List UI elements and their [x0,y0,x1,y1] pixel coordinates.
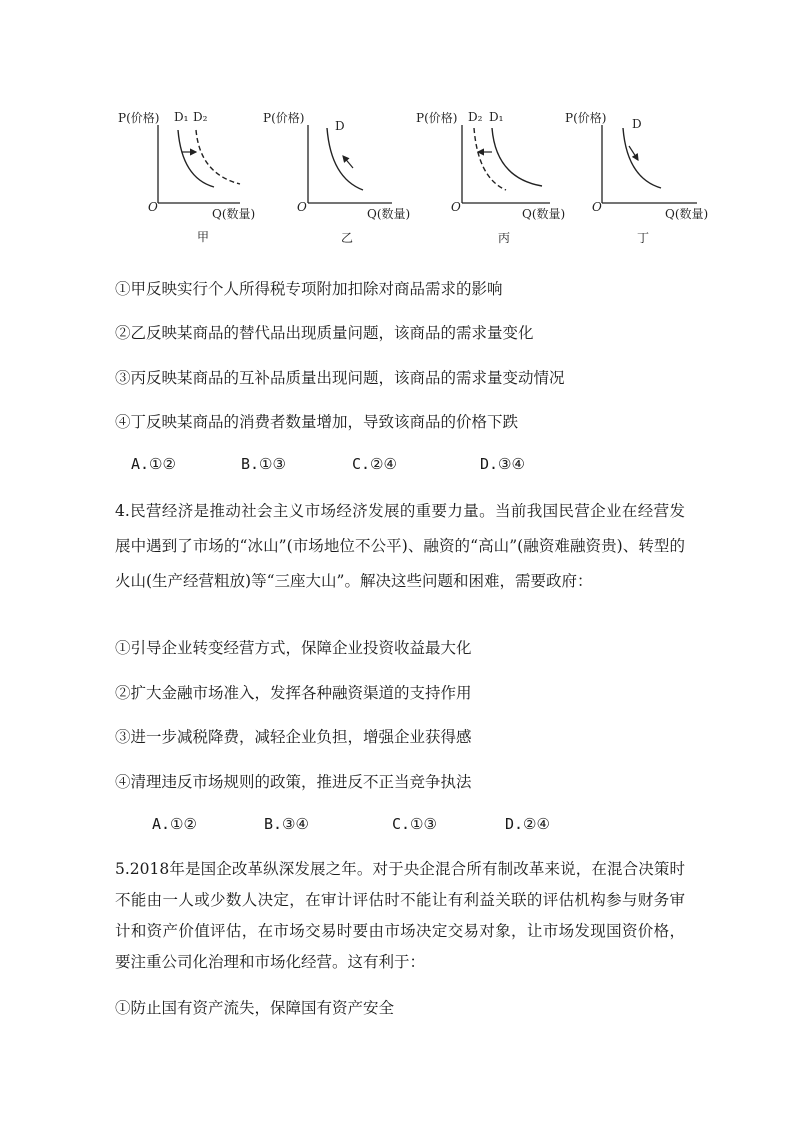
q4-statement-4: ④清理违反市场规则的政策，推进反不正当竞争执法 [115,773,472,791]
q3-option-b: B.①③ [241,455,286,473]
graph-caption: 甲 [197,230,210,244]
q4-stem: 4.民营经济是推动社会主义市场经济发展的重要力量。当前我国民营企业在经营发展中遇到了市场的“冰山”(市场地位不公平)、融资的“高山”(融资难融资贵)、转型的火山(生产经营粗放)等“三座大山”。解决这些问题和困难，需要政府： [115,502,685,590]
q4-statement-1: ①引导企业转变经营方式，保障企业投资收益最大化 [115,639,472,657]
curve-label-d2: D₂ [468,110,483,124]
curve-d2 [196,130,240,184]
y-axis-label: P(价格) [263,111,305,125]
curve-d1 [492,128,542,186]
curve-label-d2: D₂ [193,110,208,124]
q3-option-d: D.③④ [480,455,525,473]
curve-label-d: D [632,117,642,131]
origin-label: O [451,200,461,214]
curve-d [623,128,661,188]
graph-jia [100,100,260,250]
q3-statement-2: ②乙反映某商品的替代品出现质量问题，该商品的需求量变化 [115,324,534,342]
origin-label: O [148,200,158,214]
curve-d1 [178,130,214,187]
origin-label: O [297,200,307,214]
q4-option-c: C.①③ [392,815,437,833]
curve-label-d1: D₁ [174,110,189,124]
x-axis-label: Q(数量) [212,207,256,221]
graph-bing [410,100,570,250]
x-axis-label: Q(数量) [522,207,566,221]
q5-statement-1: ①防止国有资产流失，保障国有资产安全 [115,999,395,1017]
curve-label-d1: D₁ [489,110,504,124]
x-axis-label: Q(数量) [665,207,709,221]
movement-arrow-down [629,146,638,160]
y-axis-label: P(价格) [565,111,607,125]
y-axis-label: P(价格) [118,111,160,125]
q3-option-c: C.②④ [352,455,397,473]
graph-yi [255,100,415,250]
q4-option-a: A.①② [152,815,197,833]
graph-caption: 乙 [341,231,354,245]
q4-statement-3: ③进一步减税降费，减轻企业负担，增强企业获得感 [115,728,472,746]
q3-option-a: A.①② [131,455,176,473]
q3-statement-4: ④丁反映某商品的消费者数量增加，导致该商品的价格下跌 [115,413,519,431]
demand-curve-figures [100,100,720,260]
q4-option-b: B.③④ [264,815,309,833]
q4-option-d: D.②④ [505,815,550,833]
x-axis-label: Q(数量) [367,207,411,221]
curve-label-d: D [335,119,345,133]
movement-arrow-up [343,156,353,168]
origin-label: O [592,200,602,214]
graph-ding [565,100,725,250]
q3-statement-3: ③丙反映某商品的互补品质量出现问题，该商品的需求量变动情况 [115,369,565,387]
q5-stem: 5.2018年是国企改革纵深发展之年。对于央企混合所有制改革来说，在混合决策时不能由一人或少数人决定，在审计评估时不能让有利益关联的评估机构参与财务审计和资产价值评估，在市场交易时要由市场决定交易对象，让市场发现国资价格，要注重公司化治理和市场化经营。这有利于： [115,860,685,971]
q3-statement-1: ①甲反映实行个人所得税专项附加扣除对商品需求的影响 [115,280,503,298]
graph-caption: 丙 [498,231,511,245]
q4-statement-2: ②扩大金融市场准入，发挥各种融资渠道的支持作用 [115,684,472,702]
graph-caption: 丁 [637,231,650,245]
y-axis-label: P(价格) [416,111,458,125]
